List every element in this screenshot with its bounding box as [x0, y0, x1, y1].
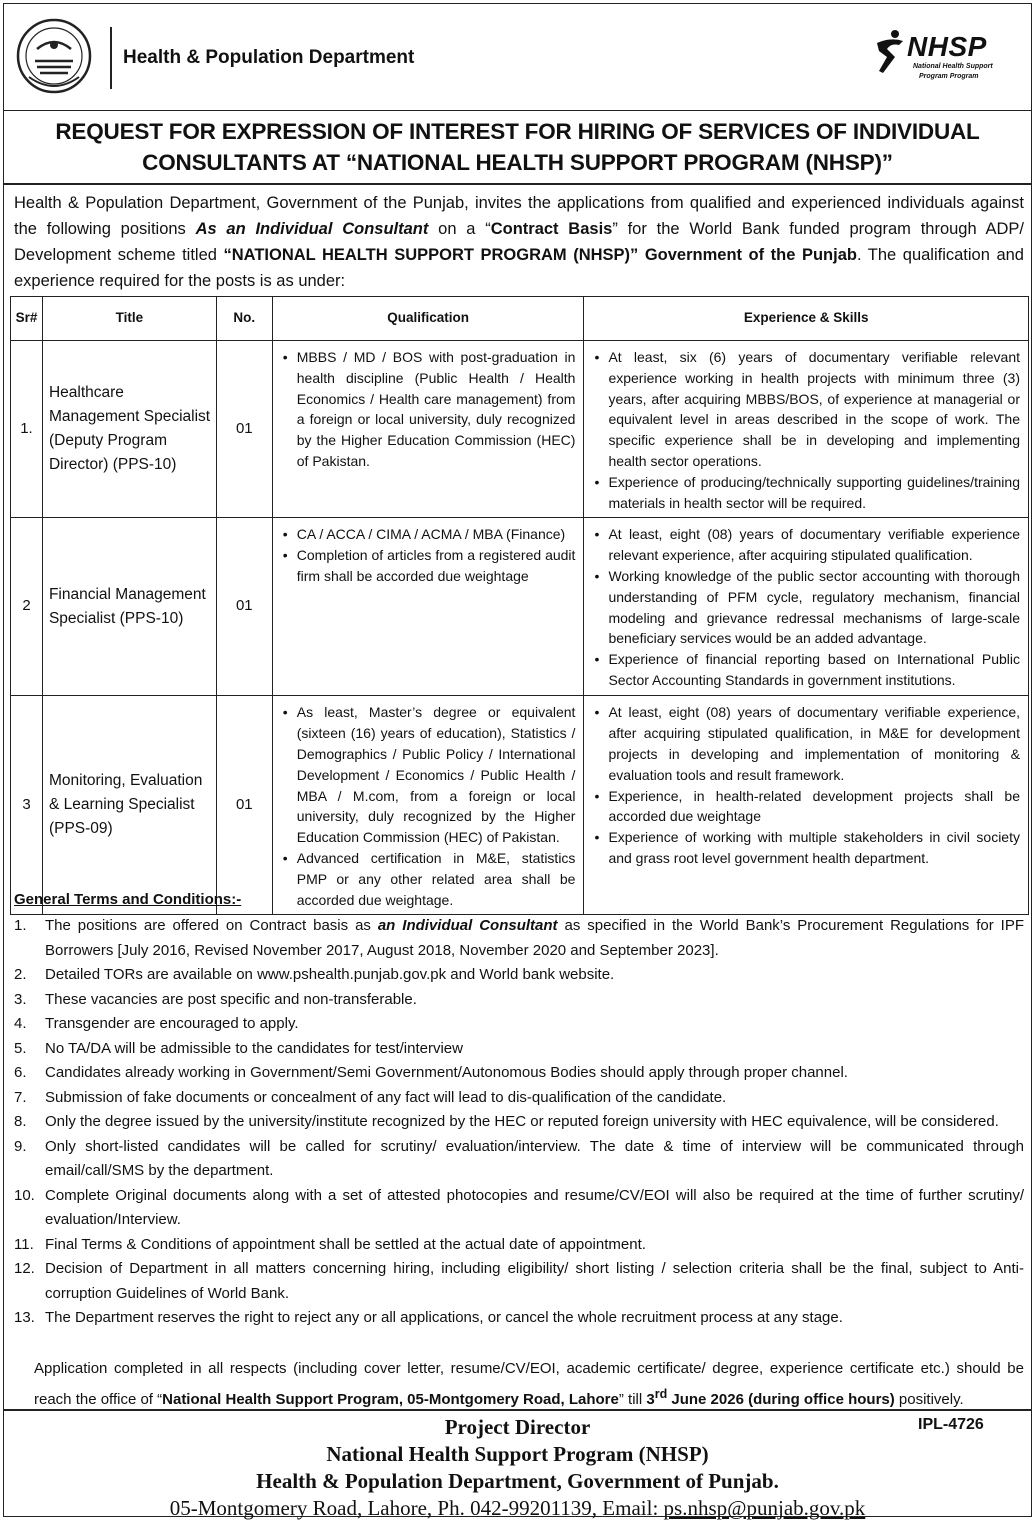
terms-heading: General Terms and Conditions:- — [14, 891, 242, 908]
term-text: Candidates already working in Government/Semi Government/Autonomous Bodies should apply through proper channel. — [45, 1064, 848, 1081]
list-item: • Experience of financial reporting based on International Public Sector Accounting Standards in government institutions. — [590, 649, 1020, 691]
term-number: 13. — [14, 1309, 35, 1326]
row-sr: 2 — [11, 518, 43, 696]
list-item — [14, 1306, 1024, 1331]
row-qualification — [272, 341, 584, 518]
deadline-day-suffix: rd — [654, 1386, 668, 1401]
nhsp-logo-text: NHSP — [907, 31, 987, 62]
row-experience — [584, 341, 1029, 518]
deadline-date: June 2026 (during office hours) — [667, 1390, 895, 1408]
term-text: Submission of fake documents or concealment of any fact will lead to dis-qualification of the candidate. — [45, 1088, 727, 1106]
list-item: • Experience of producing/technically supporting guidelines/training materials in health sector will be required. — [590, 472, 1020, 514]
row-sr: 3 — [11, 696, 43, 915]
title-line-2: CONSULTANTS AT “NATIONAL HEALTH SUPPORT PROGRAM (NHSP)” — [142, 150, 893, 175]
list-item — [14, 1086, 1024, 1111]
intro-paragraph — [14, 190, 1024, 294]
list-item — [14, 1184, 1024, 1233]
header-qualification: Qualification — [272, 297, 584, 341]
list-item: • Working knowledge of the public sector accounting with thorough understanding of PFM cycle, regulatory mechanism, financial modeling and grievance redressal mechanisms of large-scale beneficiary services would be an added advantage. — [590, 566, 1020, 649]
terms-list — [14, 914, 1024, 1331]
intro-program-name: “NATIONAL HEALTH SUPPORT PROGRAM (NHSP)” Government of the Punjab — [223, 246, 857, 264]
header-title: Title — [42, 297, 216, 341]
intro-contract-basis: Contract Basis — [490, 220, 613, 238]
term-text: Final Terms & Conditions of appointment shall be settled at the actual date of appointment. — [45, 1235, 646, 1253]
intro-text-3: ” for the World Bank funded program through ADP/ Development scheme titled — [14, 220, 1025, 264]
header-sr: Sr# — [11, 297, 43, 341]
term-number: 2. — [14, 966, 27, 983]
list-item — [14, 1037, 1024, 1062]
closing-text-3: positively. — [894, 1390, 964, 1408]
department-name: Health & Population Department — [123, 47, 415, 68]
table-row — [11, 518, 1029, 696]
signatory-department: Health & Population Department, Government of Punjab. — [256, 1469, 779, 1493]
header-separator — [110, 27, 112, 89]
list-item — [14, 1257, 1024, 1306]
contact-address-phone: 05-Montgomery Road, Lahore, Ph. 042-99201139, Email: — [169, 1496, 664, 1520]
table-header-row — [11, 297, 1029, 341]
list-item — [14, 1012, 1024, 1037]
list-item: • Experience, in health-related development projects shall be accorded due weightage — [590, 786, 1020, 828]
nhsp-logo — [869, 29, 1019, 89]
document-title — [20, 116, 1015, 178]
term-number: 7. — [14, 1088, 27, 1106]
list-item: • At least, six (6) years of documentary verifiable relevant experience working in health projects with minimum three (3) years, after acquiring MBBS/BOS, of experience at managerial or equivalent level in areas described in the scope of work. The specific experience shall be in developing and implementing health sector operations. — [590, 347, 1020, 472]
nhsp-logo-subtitle-1: National Health Support — [913, 63, 993, 70]
term-number: 9. — [14, 1137, 27, 1155]
row-title: Monitoring, Evaluation & Learning Specialist (PPS-09) — [42, 696, 216, 915]
row-qualification — [272, 696, 584, 915]
table-row — [11, 341, 1029, 518]
term-text: The Department reserves the right to reject any or all applications, or cancel the whole recruitment process at any stage. — [45, 1309, 843, 1326]
list-item — [14, 1135, 1024, 1184]
list-item: • At least, eight (08) years of documentary verifiable experience relevant experience, after acquiring stipulated qualification. — [590, 524, 1020, 566]
term-number: 3. — [14, 990, 27, 1008]
row-experience — [584, 696, 1029, 915]
term-text: The positions are offered on Contract basis as — [45, 917, 378, 934]
term-number: 1. — [14, 917, 27, 934]
intro-text-4: . The qualification and experience required for the posts is as under: — [14, 246, 1024, 290]
term-text: Complete Original documents along with a set of attested photocopies and resume/CV/EOI will also be required at the time of further scrutiny/ evaluation/Interview. — [45, 1186, 1024, 1228]
term-number: 10. — [14, 1186, 35, 1204]
contact-email-link[interactable]: ps.nhsp@punjab.gov.pk — [663, 1496, 866, 1520]
term-text: Transgender are encouraged to apply. — [45, 1015, 299, 1032]
term-number: 11. — [14, 1235, 34, 1253]
row-title: Healthcare Management Specialist (Deputy Program Director) (PPS-10) — [42, 341, 216, 518]
header-experience: Experience & Skills — [584, 297, 1029, 341]
list-item — [14, 1233, 1024, 1258]
nhsp-logo-subtitle-2: Program Program — [919, 73, 979, 80]
list-item: • As least, Master’s degree or equivalent (sixteen (16) years of education), Statistics / Demographics / Public Policy / International Development / Economics / Public Health / MBA / M.com, from a foreign or local university, duly recognized by the Higher Education Commission (HEC) of Pakistan. — [279, 702, 576, 848]
list-item: • At least, eight (08) years of documentary verifiable experience, after acquiring stipulated qualification, in M&E for development projects in developing and implementation of monitoring & evaluation tools and result framework. — [590, 702, 1020, 785]
term-text-end: as specified in the World Bank’s Procurement Regulations for IPF Borrowers [July 2016, Revised November 2017, August 2018, November 2020 and September 2023]. — [45, 917, 1025, 959]
list-item — [14, 1110, 1024, 1135]
row-title: Financial Management Specialist (PPS-10) — [42, 518, 216, 696]
deadline-day: 3 — [646, 1390, 655, 1408]
signatory-program: National Health Support Program (NHSP) — [326, 1442, 709, 1466]
row-no: 01 — [216, 518, 272, 696]
term-emphasis: an Individual Consultant — [377, 917, 558, 934]
ad-reference-number: IPL-4726 — [918, 1416, 984, 1433]
closing-text-2: ” till — [618, 1390, 647, 1408]
punjab-government-emblem-icon — [15, 17, 93, 95]
signature-block — [0, 1414, 1035, 1520]
header — [3, 3, 1032, 111]
list-item: • Experience of working with multiple stakeholders in civil society and grass root level government health department. — [590, 827, 1020, 869]
term-text: Only the degree issued by the university/institute recognized by the HEC or reputed foreign university with HEC equivalence, will be considered. — [45, 1113, 999, 1130]
term-number: 6. — [14, 1064, 27, 1081]
term-text: Only short-listed candidates will be called for scrutiny/ evaluation/interview. The date & time of interview will be communicated through email/call/SMS by the department. — [45, 1137, 1024, 1179]
row-no: 01 — [216, 341, 272, 518]
row-qualification — [272, 518, 584, 696]
table-row — [11, 696, 1029, 915]
list-item: • Completion of articles from a registered audit firm shall be accorded due weightage — [279, 545, 576, 587]
closing-paragraph — [34, 1357, 1024, 1412]
term-number: 8. — [14, 1113, 27, 1130]
term-text: Decision of Department in all matters concerning hiring, including eligibility/ short listing / selection criteria shall be the final, subject to Anti-corruption Guidelines of World Bank. — [45, 1260, 1024, 1302]
row-experience — [584, 518, 1029, 696]
signatory-title: Project Director — [444, 1415, 591, 1439]
list-item — [14, 988, 1024, 1013]
footer-divider — [3, 1409, 1032, 1411]
term-number: 4. — [14, 1015, 27, 1032]
row-no: 01 — [216, 696, 272, 915]
list-item: • MBBS / MD / BOS with post-graduation in health discipline (Public Health / Health Economics / Health care management) from a foreign or local university, duly recognized by the Higher Education Commission (HEC) of Pakistan. — [279, 347, 576, 472]
list-item — [14, 963, 1024, 988]
intro-text-2: on a “ — [428, 220, 491, 238]
positions-table — [10, 296, 1029, 915]
row-sr: 1. — [11, 341, 43, 518]
term-text: These vacancies are post specific and non-transferable. — [45, 990, 417, 1008]
office-address: National Health Support Program, 05-Montgomery Road, Lahore — [162, 1390, 619, 1408]
list-item — [14, 1061, 1024, 1086]
term-text: Detailed TORs are available on www.pshealth.punjab.gov.pk and World bank website. — [45, 966, 615, 983]
closing-text-1: Application completed in all respects (including cover letter, resume/CV/EOI, academic certificate/ degree, experience certificate etc.) should be reach the office of “ — [34, 1360, 1024, 1408]
term-number: 12. — [14, 1260, 35, 1277]
term-text: No TA/DA will be admissible to the candidates for test/interview — [45, 1039, 463, 1057]
contact-line — [0, 1495, 1035, 1520]
list-item: • CA / ACCA / CIMA / ACMA / MBA (Finance) — [279, 524, 576, 545]
list-item: • Advanced certification in M&E, statistics PMP or any other related area shall be accorded due weightage. — [279, 848, 576, 910]
term-number: 5. — [14, 1039, 27, 1057]
intro-text-1: Health & Population Department, Government of the Punjab, invites the applications from qualified and experienced individuals against the following positions — [14, 194, 1024, 238]
header-no: No. — [216, 297, 272, 341]
runner-figure-icon — [869, 29, 909, 75]
intro-emphasis: As an Individual Consultant — [195, 220, 429, 238]
title-divider — [3, 183, 1032, 185]
list-item — [14, 914, 1024, 963]
title-line-1: REQUEST FOR EXPRESSION OF INTEREST FOR HIRING OF SERVICES OF INDIVIDUAL — [55, 119, 980, 144]
